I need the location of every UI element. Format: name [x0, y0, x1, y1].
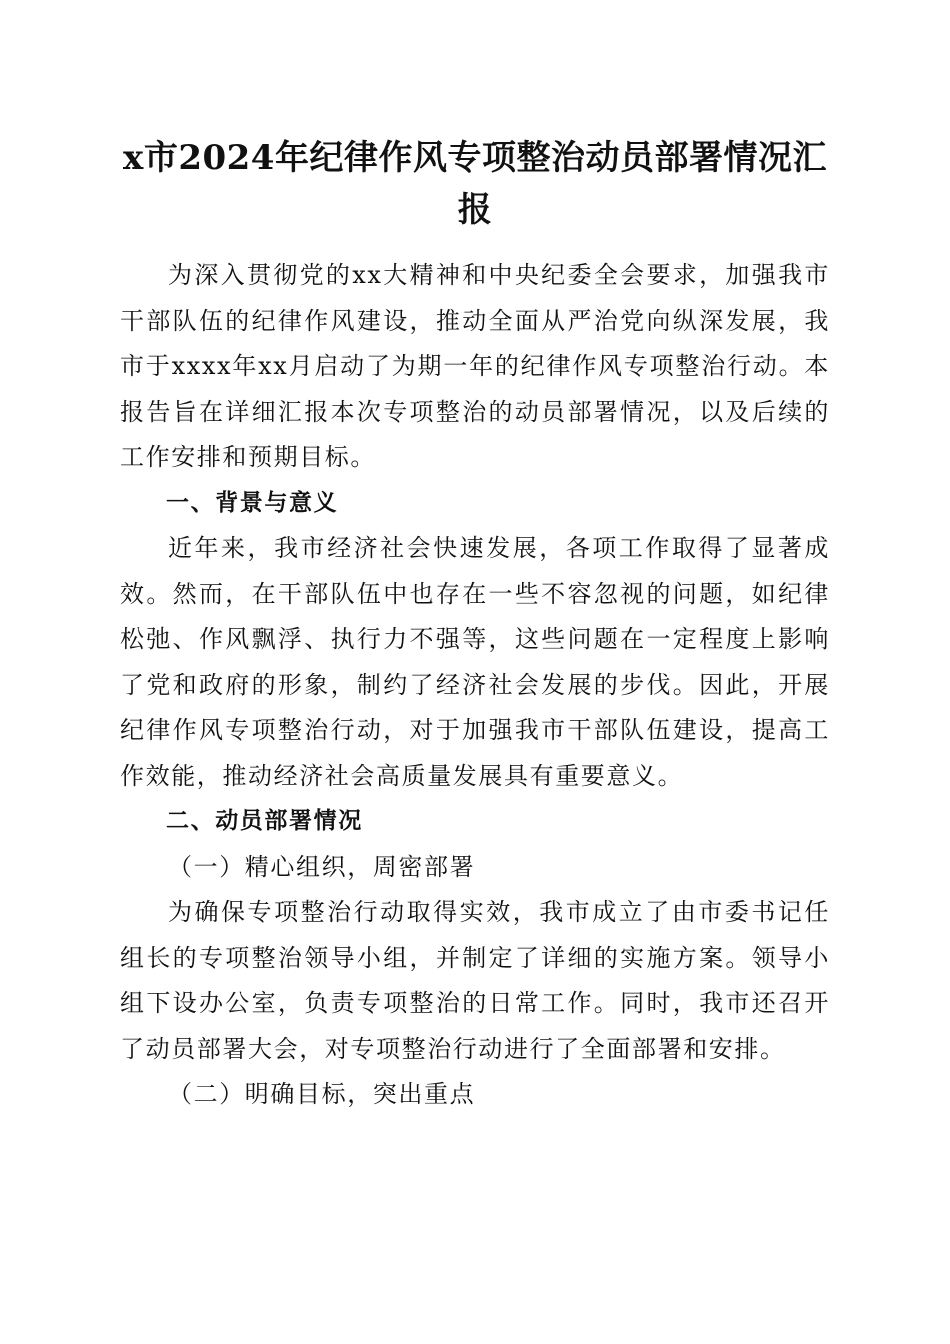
subheading-goals: （二）明确目标，突出重点 — [168, 1080, 476, 1108]
background-paragraph: 近年来，我市经济社会快速发展，各项工作取得了显著成效。然而，在干部队伍中也存在一些不容忽视的问题，如纪律松弛、作风飘浮、执行力不强等，这些问题在一定程度上影响了党和政府的形象，制约了经济社会发展的步伐。因此，开展纪律作风专项整治行动，对于加强我市干部队伍建设，提高工作效能，推动经济社会高质量发展具有重要意义。 — [120, 534, 830, 790]
organization-paragraph: 为确保专项整治行动取得实效，我市成立了由市委书记任组长的专项整治领导小组，并制定了详细的实施方案。领导小组下设办公室，负责专项整治的日常工作。同时，我市还召开了动员部署大会，对专项整治行动进行了全面部署和安排。 — [120, 898, 830, 1063]
subheading-organization: （一）精心组织，周密部署 — [168, 852, 476, 881]
document-body — [120, 253, 830, 1118]
section-heading-deployment: 二、动员部署情况 — [166, 808, 363, 834]
document-title: x市2024年纪律作风专项整治动员部署情况汇报 — [123, 138, 827, 230]
intro-paragraph: 为深入贯彻党的xx大精神和中央纪委全会要求，加强我市干部队伍的纪律作风建设，推动全面从严治党向纵深发展，我市于xxxx年xx月启动了为期一年的纪律作风专项整治行动。本报告旨在详细汇报本次专项整治的动员部署情况，以及后续的工作安排和预期目标。 — [120, 261, 830, 471]
section-heading-background: 一、背景与意义 — [166, 489, 339, 516]
